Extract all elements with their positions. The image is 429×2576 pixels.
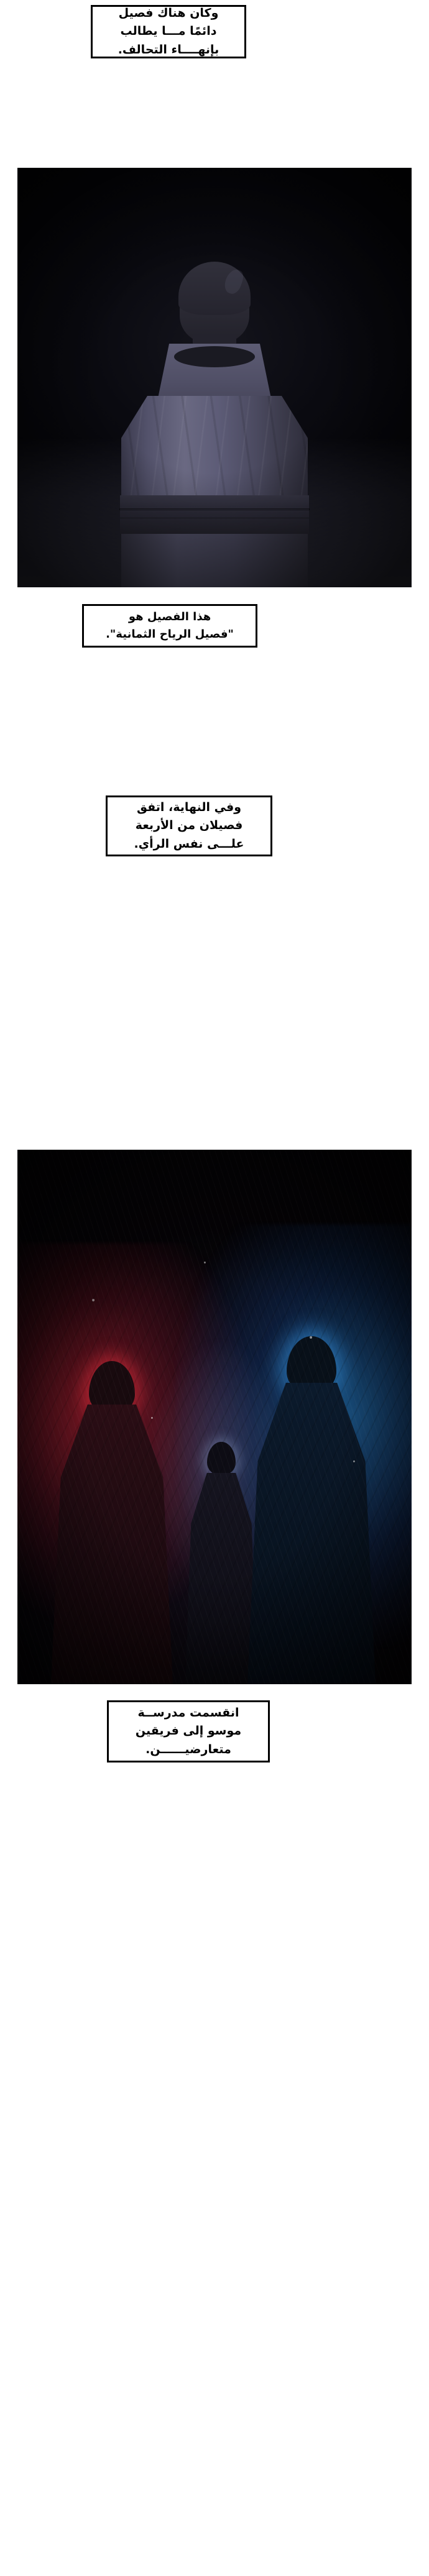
caption-box-3 [106,795,272,856]
caption-line: فصيلان من الأربعة [135,818,243,833]
artwork-panel-man-in-coat [17,168,412,587]
caption-line: بإنهــــاء التحالف. [118,42,219,57]
panel-vignette [17,168,412,587]
caption-line: علـــى نفس الرأي. [134,837,244,851]
panel-vignette [17,1150,412,1684]
caption-line: وفي النهاية، اتفق [136,800,242,814]
caption-line: وكان هناك فصيل [118,6,219,20]
caption-box-1 [91,5,246,58]
caption-box-4 [107,1700,270,1762]
caption-line: متعارضيــــــن. [145,1742,231,1756]
caption-line: هذا الفصيل هو [128,610,211,624]
artwork-panel-three-figures [17,1150,412,1684]
caption-line: انقسمت مدرســة [137,1705,239,1720]
caption-line: دائمًا مـــا يطالب [120,24,217,39]
caption-box-2 [82,604,257,648]
caption-line: موسو إلى فريقين [135,1724,242,1738]
caption-line: "فصيل الرياح الثمانية". [106,628,234,641]
